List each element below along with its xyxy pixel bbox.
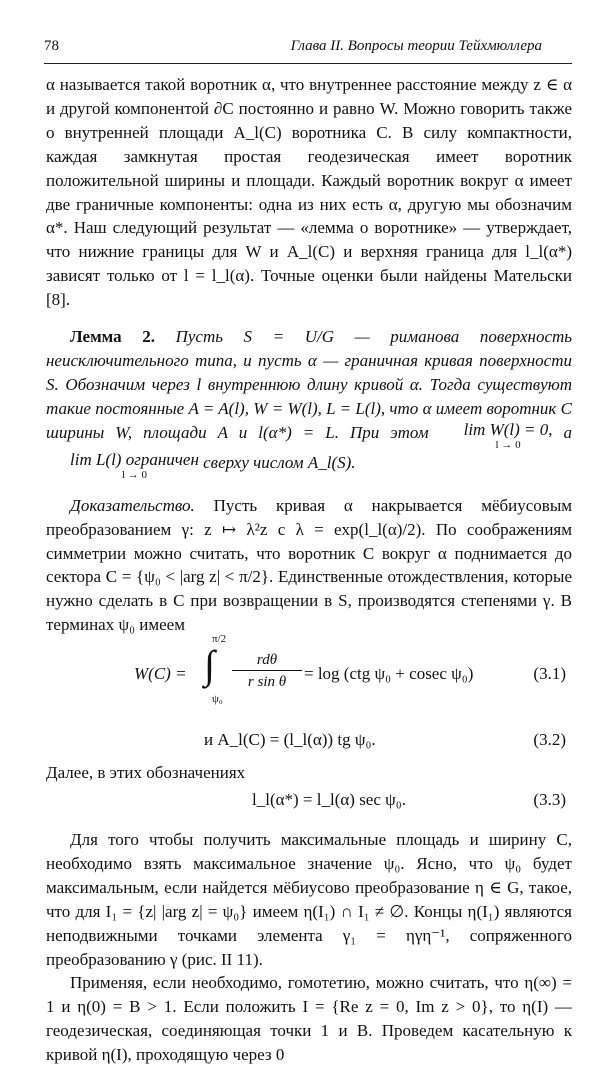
eq33-number: (3.3): [533, 790, 566, 810]
eq32-number: (3.2): [533, 730, 566, 750]
eq31-denominator: r sin θ: [247, 674, 287, 691]
chapter-title: Глава II. Вопросы теории Тейхмюллера: [290, 38, 542, 54]
integral-sign: ∫: [204, 642, 215, 688]
lemma-bound: сверху числом A_l(S).: [203, 452, 356, 472]
limit-width: lim W(l) = 0, l → 0: [463, 419, 553, 451]
running-header: [44, 38, 572, 55]
lemma-label: Лемма 2.: [70, 327, 155, 347]
limit-length: lim L(l) ограничен l → 0: [70, 449, 199, 481]
header-rule: [44, 63, 572, 64]
eq31-rhs: = log (ctg ψ₀ + cosec ψ₀): [304, 664, 474, 684]
lemma-2: [46, 325, 572, 481]
proof-text: Пусть кривая α накрывается мёбиусовым преобразованием γ: z ↦ λ²z с λ = exp(l_l(α)/2). По соображениям симметрии можно считать, что воротник C вокруг α поднимается до сектора C = {ψ₀ < |arg z| < π/2}. Единственные отождествления, которые нужно сделать в C при возвращении в S, производятся степенями γ. В терминах ψ₀ имеем: [46, 495, 572, 635]
lemma-statement: Пусть S = U/G — риманова поверхность неисключительного типа, и пусть α — граничная кривая поверхности S. Обозначим через l внутреннюю длину кривой α. Тогда существуют такие постоянные A = A(l), W = W(l), L = L(l), что α имеет воротник C ширины W, площади A и l(α*) = L. При этом: [46, 327, 573, 442]
paragraph-further: Далее, в этих обозначениях: [46, 763, 246, 783]
eq31-numerator: rdθ: [256, 652, 278, 669]
eq31-upper-limit: π/2: [212, 633, 227, 646]
paragraph-homothety: Применяя, если необходимо, гомотетию, можно считать, что η(∞) = 1 и η(0) = B > 1. Если положить I = {Re z = 0, Im z > 0}, то η(I) — геодезическая, соединяющая точки 1 и B. Проведем касательную к кривой η(I), проходящую через 0: [46, 973, 572, 1065]
lemma-conjunction: а: [563, 422, 573, 442]
equation-3-2: и A_l(C) = (l_l(α)) tg ψ₀. (3.2): [46, 725, 572, 755]
paragraph-max-area: Для того чтобы получить максимальные площадь и ширину C, необходимо взять максимальное значение ψ₀. Ясно, что ψ₀ будет максимальным, если найдется мёбиусово преобразование η ∈ G, такое, что для I₁ = {z| |arg z| = ψ₀} имеем η(I₁) ∩ I₁ ≠ ∅. Концы η(I₁) являются неподвижными точками элемента γ₁ = ηγη⁻¹, сопряженного преобразованию γ (рис. II 11).: [46, 830, 572, 969]
equation-3-1: [46, 633, 572, 717]
eq31-lhs: W(C) =: [134, 664, 187, 684]
eq31-number: (3.1): [533, 664, 566, 684]
page-number: 78: [44, 38, 59, 54]
equation-3-3: l_l(α*) = l_l(α) sec ψ₀. (3.3): [46, 785, 572, 815]
fraction-bar: [232, 670, 302, 671]
eq31-lower-limit: ψ₀: [212, 693, 223, 706]
proof-paragraph: [46, 494, 572, 637]
proof-label: Доказательство.: [70, 495, 195, 515]
paragraph-collar-definition: α называется такой воротник α, что внутреннее расстояние между z ∈ α и другой компонентой ∂C постоянно и равно W. Можно говорить также о внутренней площади A_l(C) воротника C. В силу компактности, каждая замкнутая простая геодезическая имеет воротник положительной ширины и площади. Каждый воротник вокруг α имеет две граничные компоненты: одна из них есть α, другую мы обозначим α*. Наш следующий результат — «лемма о воротнике» — утверждает, что нижние границы для W и A_l(C) и верхняя граница для l_l(α*) зависят только от l = l_l(α). Точные оценки были найдены Мательски [8].: [46, 75, 572, 310]
page-body: [46, 73, 572, 1067]
